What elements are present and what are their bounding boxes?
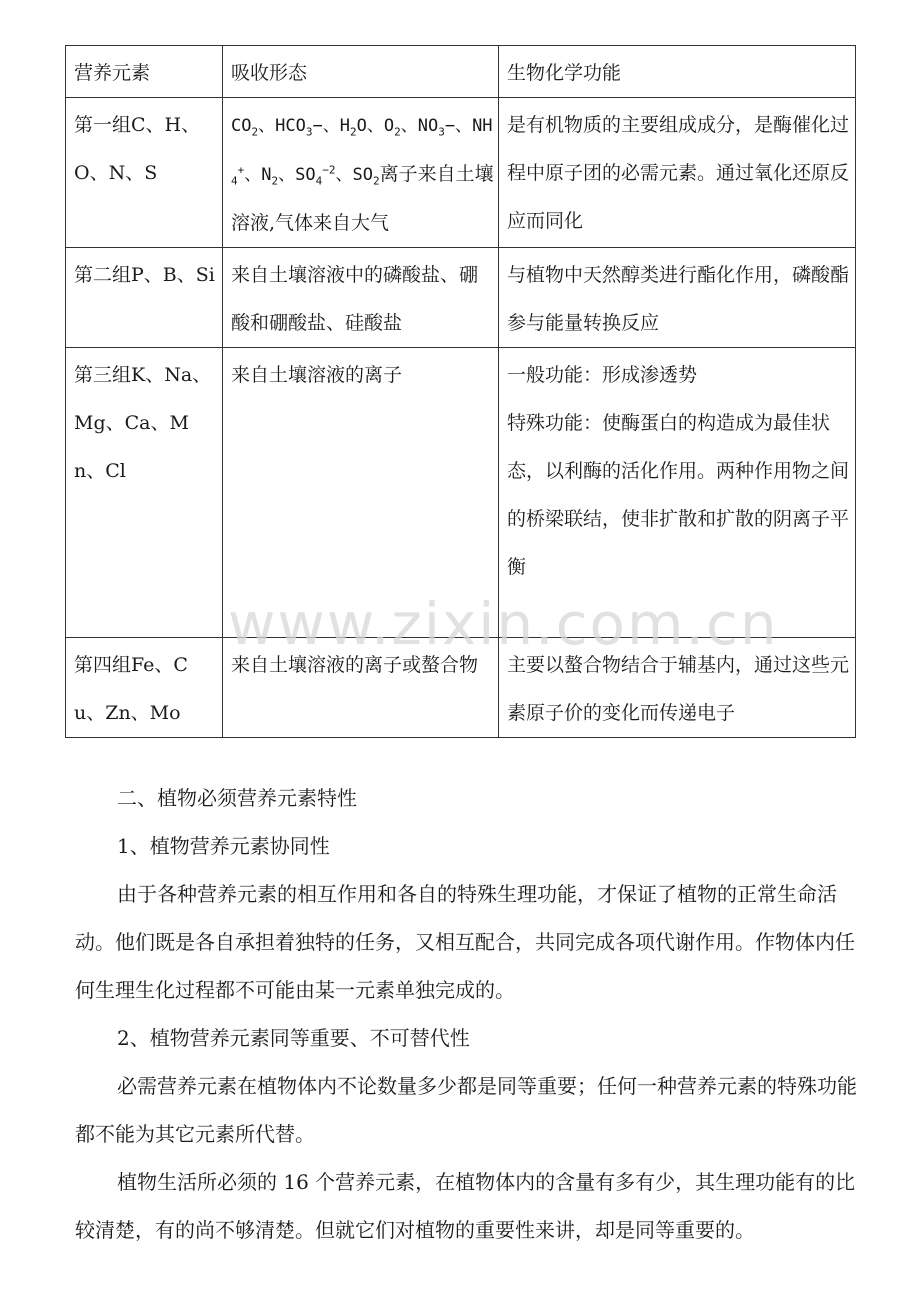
function-cell: 与植物中天然醇类进行酯化作用，磷酸酯参与能量转换反应	[499, 248, 856, 348]
absorption-cell: 来自土壤溶液的离子或螯合物	[223, 638, 499, 738]
paragraph-sixteen-elements: 植物生活所必须的 16 个营养元素，在植物体内的含量有多有少，其生理功能有的比较清楚，有的尚不够清楚。但就它们对植物的重要性来讲，却是同等重要的。	[75, 1170, 856, 1242]
absorption-cell	[223, 98, 499, 248]
element-cell: 第二组P、B、Si	[66, 248, 223, 348]
header-cell-element: 营养元素	[66, 46, 223, 98]
paragraph-irreplaceable: 必需营养元素在植物体内不论数量多少都是同等重要；任何一种营养元素的特殊功能都不能为其它元素所代替。	[75, 1074, 857, 1146]
absorption-tail: 离子来自土壤溶液,气体来自大气	[231, 163, 494, 234]
table-row	[66, 248, 856, 348]
function-cell	[499, 348, 856, 638]
element-cell: 第一组C、H、O、N、S	[66, 98, 223, 248]
absorption-cell: 来自土壤溶液的离子	[223, 348, 499, 638]
section-heading: 二、植物必须营养元素特性	[117, 786, 357, 810]
document-body	[75, 774, 861, 1254]
watermark: www.zixin.com.cn	[228, 590, 779, 658]
element-cell: 第四组Fe、Cu、Zn、Mo	[66, 638, 223, 738]
header-cell-function: 生物化学功能	[499, 46, 856, 98]
paragraph-synergy: 由于各种营养元素的相互作用和各自的特殊生理功能，才保证了植物的正常生命活动。他们既是各自承担着独特的任务，又相互配合，共同完成各项代谢作用。作物体内任何生理生化过程都不可能由某一元素单独完成的。	[75, 882, 855, 1002]
nutrient-table	[65, 45, 856, 738]
formula-co2: $CO_2$、$HCO_3-$、$H_2O$、$O_2$、$NO_3-$、$NH_4^+$、$N_2$、$SO_4^{-2}$、$SO_2$	[231, 116, 493, 188]
function-general: 一般功能：形成渗透势	[507, 364, 698, 386]
table-row	[66, 638, 856, 738]
function-cell: 主要以螯合物结合于辅基内，通过这些元素原子价的变化而传递电子	[499, 638, 856, 738]
subheading-synergy: 1、植物营养元素协同性	[117, 834, 330, 858]
table-row	[66, 348, 856, 638]
subheading-equal-importance: 2、植物营养元素同等重要、不可替代性	[117, 1026, 470, 1050]
header-cell-absorption: 吸收形态	[223, 46, 499, 98]
table-header-row	[66, 46, 856, 98]
table-row	[66, 98, 856, 248]
function-special: 特殊功能：使酶蛋白的构造成为最佳状态，以利酶的活化作用。两种作用物之间的桥梁联结，使非扩散和扩散的阴离子平衡	[507, 412, 850, 578]
absorption-cell: 来自土壤溶液中的磷酸盐、硼酸和硼酸盐、硅酸盐	[223, 248, 499, 348]
function-cell: 是有机物质的主要组成成分，是酶催化过程中原子团的必需元素。通过氧化还原反应而同化	[499, 98, 856, 248]
element-cell: 第三组K、Na、Mg、Ca、Mn、Cl	[66, 348, 223, 638]
